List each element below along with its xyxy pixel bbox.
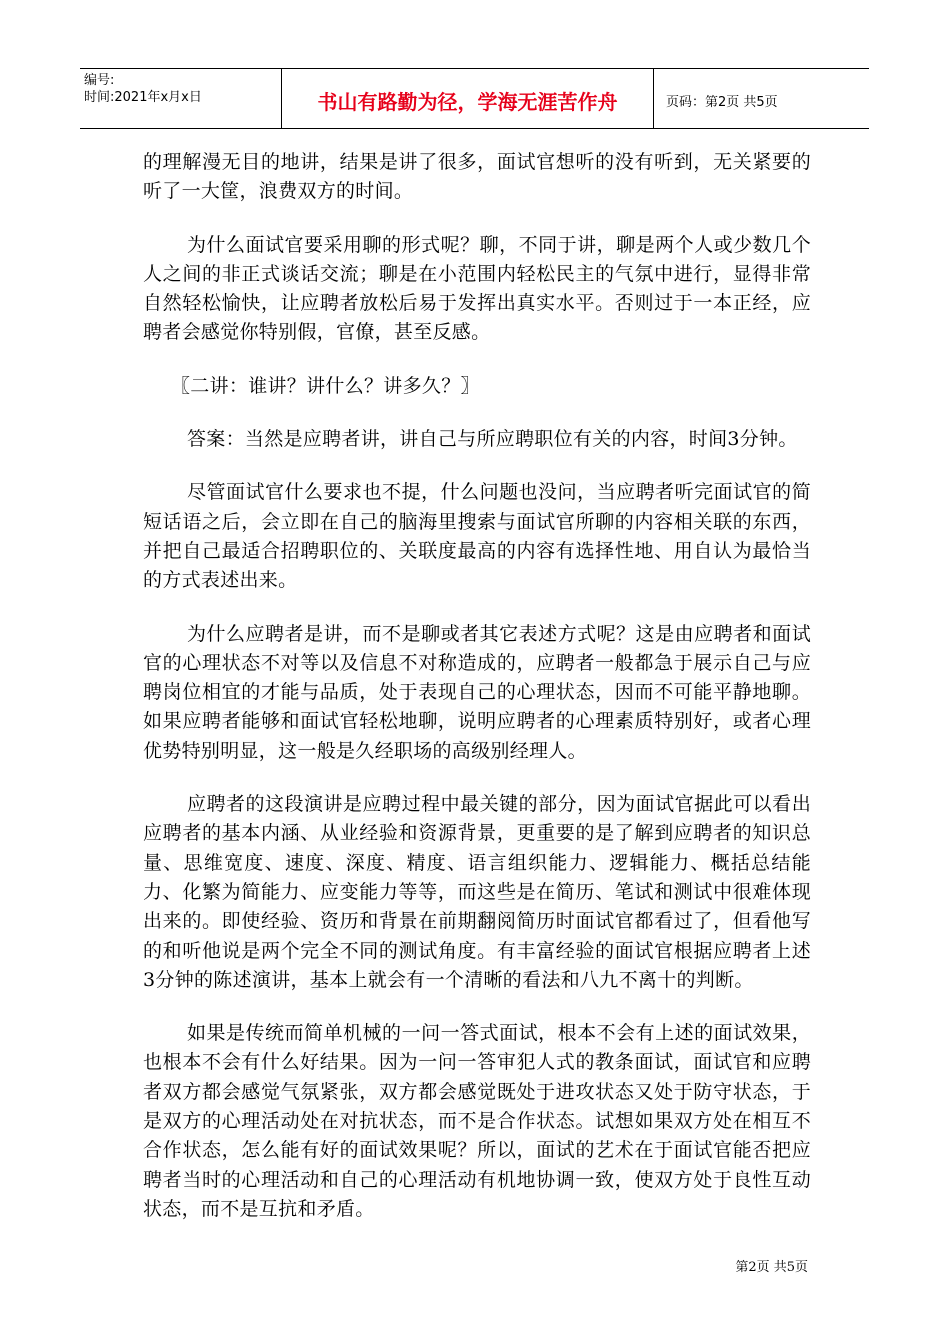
section-heading: 〖二讲：谁讲？讲什么？讲多久？〗 [171,374,480,397]
paragraph: 如果是传统而简单机械的一问一答式面试，根本不会有上述的面试效果，也根本不会有什么好结果。因为一问一答审犯人式的教条面试，面试官和应聘者双方都会感觉气氛紧张，双方都会感觉既处于进攻状态又处于防守状态，于是双方的心理活动处在对抗状态，而不是合作状态。试想如果双方处在相互不合作状态，怎么能有好的面试效果呢？所以，面试的艺术在于面试官能否把应聘者当时的心理活动和自己的心理活动有机地协调一致，使双方处于良性互动状态，而不是互抗和矛盾。 [143,1022,811,1220]
page-header [80,68,869,129]
paragraph: 尽管面试官什么要求也不提，什么问题也没问，当应聘者听完面试官的简短话语之后，会立即在自己的脑海里搜索与面试官所聊的内容相关联的东西，并把自己最适合招聘职位的、关联度最高的内容有选择性地、用自认为最恰当的方式表述出来。 [143,481,811,592]
header-meta [80,69,282,128]
paragraph: 应聘者的这段演讲是应聘过程中最关键的部分，因为面试官据此可以看出应聘者的基本内涵、从业经验和资源背景，更重要的是了解到应聘者的知识总量、思维宽度、速度、深度、精度、语言组织能力、逻辑能力、概括总结能力、化繁为简能力、应变能力等等，而这些是在简历、笔试和测试中很难体现出来的。即使经验、资历和背景在前期翻阅简历时面试官都看过了，但看他写的和听他说是两个完全不同的测试角度。有丰富经验的面试官根据应聘者上述3分钟的陈述演讲，基本上就会有一个清晰的看法和八九不离十的判断。 [143,793,811,991]
header-page-number: 页码：第2页 共5页 [666,95,778,110]
header-motto: 书山有路勤为径，学海无涯苦作舟 [282,69,654,128]
paragraph-continuation: 的理解漫无目的地讲，结果是讲了很多，面试官想听的没有听到，无关紧要的听了一大筐，浪费双方的时间。 [143,151,811,203]
paragraph: 为什么面试官要采用聊的形式呢？聊，不同于讲，聊是两个人或少数几个人之间的非正式谈话交流；聊是在小范围内轻松民主的气氛中进行，显得非常自然轻松愉快，让应聘者放松后易于发挥出真实水平。否则过于一本正经，应聘者会感觉你特别假，官僚，甚至反感。 [143,233,811,344]
paragraph: 答案：当然是应聘者讲，讲自己与所应聘职位有关的内容，时间3分钟。 [187,428,798,451]
document-time-label: 时间:2021年x月x日 [84,90,202,105]
document-body [143,148,811,1248]
document-number-label: 编号: [84,73,115,88]
paragraph: 为什么应聘者是讲，而不是聊或者其它表述方式呢？这是由应聘者和面试官的心理状态不对等以及信息不对称造成的，应聘者一般都急于展示自己与应聘岗位相宜的才能与品质，处于表现自己的心理状态，因而不可能平静地聊。如果应聘者能够和面试官轻松地聊，说明应聘者的心理素质特别好，或者心理优势特别明显，这一般是久经职场的高级别经理人。 [143,622,811,762]
page-footer-number: 第2页 共5页 [735,1260,808,1275]
